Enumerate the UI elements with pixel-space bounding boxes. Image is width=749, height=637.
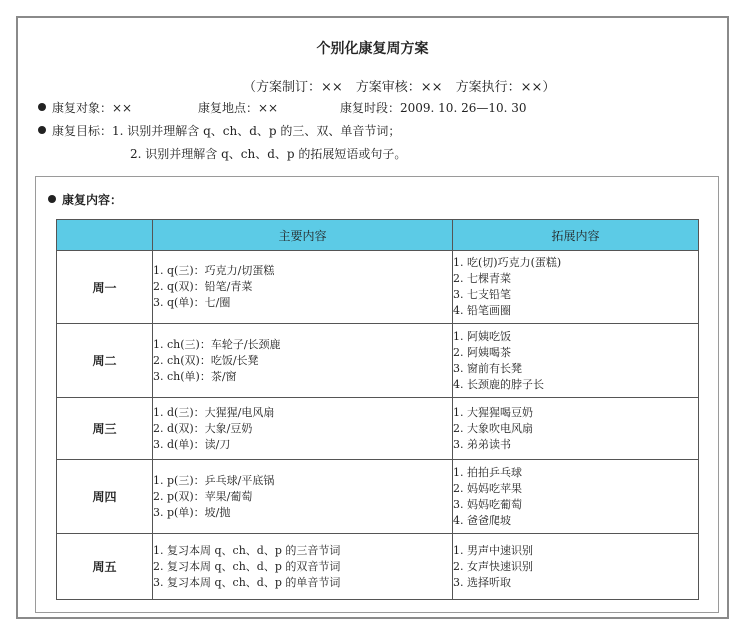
extended-content-cell xyxy=(453,398,699,460)
list-item: 1. 阿姨吃饭 xyxy=(453,329,511,343)
table-row xyxy=(57,398,699,460)
list-item: 1. 复习本周 q、ch、d、p 的三音节词 xyxy=(153,543,341,557)
list-item: 2. 阿姨喝茶 xyxy=(453,345,511,359)
main-content-cell xyxy=(153,534,453,600)
table-row xyxy=(57,460,699,534)
list-item: 3. 窗前有长凳 xyxy=(453,361,522,375)
main-content-cell xyxy=(153,324,453,398)
list-item: 2. d(双)：大象/豆奶 xyxy=(153,421,253,435)
list-item: 2. q(双)：铅笔/青菜 xyxy=(153,280,253,293)
goals-line xyxy=(38,122,400,139)
main-content-cell xyxy=(153,460,453,534)
list-item: 3. 选择听取 xyxy=(453,575,511,589)
bullet-icon xyxy=(38,103,46,111)
list-item: 2. 七棵青菜 xyxy=(453,272,511,285)
extended-content-cell xyxy=(453,460,699,534)
column-header-ext: 拓展内容 xyxy=(453,220,699,251)
table-row xyxy=(57,534,699,600)
table-row xyxy=(57,251,699,324)
credits-line: （方案制订：×× 方案审核：×× 方案执行：××） xyxy=(243,80,556,95)
list-item: 3. d(单)：读/刀 xyxy=(153,437,231,451)
list-item: 2. ch(双)：吃饭/长凳 xyxy=(153,353,259,367)
page-title: 个别化康复周方案 xyxy=(316,41,429,57)
day-cell: 周三 xyxy=(57,398,153,460)
list-item: 1. p(三)：乒乓球/平底锅 xyxy=(153,473,275,487)
day-cell: 周二 xyxy=(57,324,153,398)
list-item: 1. d(三)：大猩猩/电风扇 xyxy=(153,405,275,419)
goal-item: 1. 识别并理解含 q、ch、d、p 的三、双、单音节词； xyxy=(112,124,401,138)
main-content-cell xyxy=(153,251,453,324)
list-item: 1. ch(三)：车轮子/长颈鹿 xyxy=(153,337,281,351)
table-header-row xyxy=(57,220,699,251)
list-item: 3. 复习本周 q、ch、d、p 的单音节词 xyxy=(153,575,341,589)
list-item: 2. 妈妈吃苹果 xyxy=(453,481,522,495)
extended-content-cell xyxy=(453,534,699,600)
list-item: 1. q(三)：巧克力/切蛋糕 xyxy=(153,264,275,277)
extended-content-cell xyxy=(453,324,699,398)
extended-content-cell xyxy=(453,251,699,324)
column-header-main: 主要内容 xyxy=(153,220,453,251)
list-item: 4. 爸爸爬坡 xyxy=(453,513,511,527)
content-title: 康复内容： xyxy=(48,191,122,208)
list-item: 3. ch(单)：茶/窗 xyxy=(153,369,237,383)
list-item: 1. 吃(切)巧克力(蛋糕) xyxy=(453,256,562,269)
list-item: 4. 铅笔画圈 xyxy=(453,304,511,317)
list-item: 3. 弟弟读书 xyxy=(453,437,511,451)
goal-item: 2. 识别并理解含 q、ch、d、p 的拓展短语或句子。 xyxy=(130,147,407,161)
bullet-icon xyxy=(48,195,56,203)
column-header xyxy=(57,220,153,251)
day-cell: 周一 xyxy=(57,251,153,324)
document-frame xyxy=(16,16,729,619)
goals-label: 康复目标： xyxy=(52,124,113,138)
info-line xyxy=(38,99,132,116)
list-item: 4. 长颈鹿的脖子长 xyxy=(453,377,544,391)
list-item: 3. p(单)：坡/抛 xyxy=(153,505,231,519)
target-text: 康复对象：×× xyxy=(52,101,133,115)
list-item: 3. 妈妈吃葡萄 xyxy=(453,497,522,511)
list-item: 2. 大象吹电风扇 xyxy=(453,421,533,435)
content-section xyxy=(35,176,719,613)
list-item: 3. q(单)：七/圈 xyxy=(153,296,231,309)
list-item: 1. 大猩猩喝豆奶 xyxy=(453,405,533,419)
table-row xyxy=(57,324,699,398)
list-item: 1. 拍拍乒乓球 xyxy=(453,465,522,479)
day-cell: 周五 xyxy=(57,534,153,600)
list-item: 3. 七支铅笔 xyxy=(453,288,511,301)
list-item: 1. 男声中速识别 xyxy=(453,543,533,557)
plan-table xyxy=(56,219,699,600)
main-content-cell xyxy=(153,398,453,460)
list-item: 2. p(双)：苹果/葡萄 xyxy=(153,489,253,503)
day-cell: 周四 xyxy=(57,460,153,534)
list-item: 2. 复习本周 q、ch、d、p 的双音节词 xyxy=(153,559,341,573)
bullet-icon xyxy=(38,126,46,134)
location-text: 康复地点：×× xyxy=(198,101,279,115)
period-text: 康复时段：2009. 10. 26—10. 30 xyxy=(340,101,527,115)
list-item: 2. 女声快速识别 xyxy=(453,559,533,573)
